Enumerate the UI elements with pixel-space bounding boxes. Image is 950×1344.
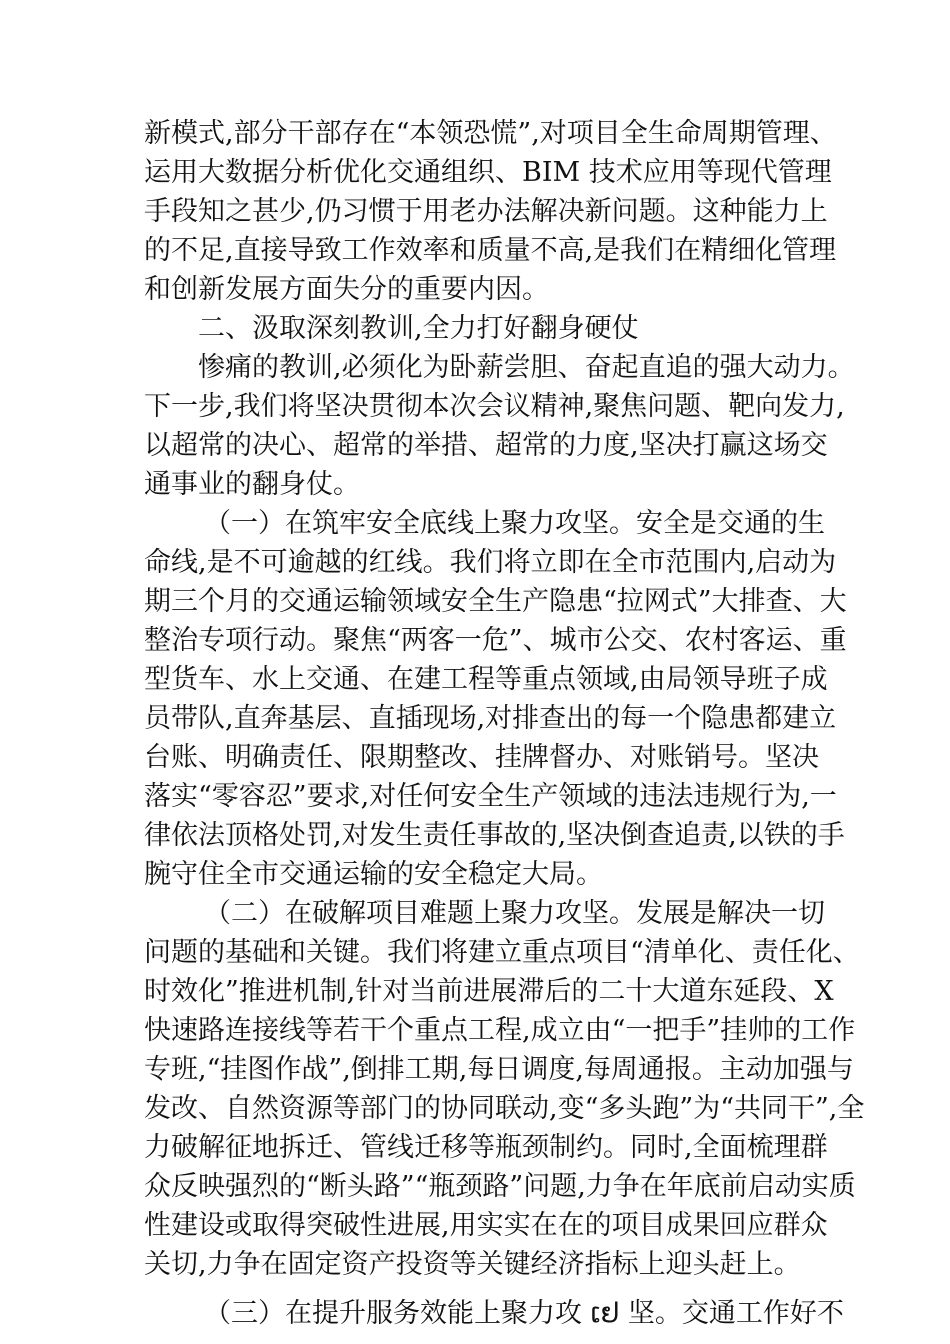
text-line: 专班,“挂图作战”,倒排工期,每日调度,每周通报。主动加强与 xyxy=(144,1054,854,1085)
text-line: 的不足,直接导致工作效率和质量不高,是我们在精细化管理 xyxy=(144,235,837,266)
text-line: 性建设或取得突破性进展,用实实在在的项目成果回应群众 xyxy=(144,1210,828,1241)
paragraph-projects xyxy=(144,894,865,1284)
section-heading-2 xyxy=(144,309,824,348)
text-line: 惨痛的教训,必须化为卧薪尝胆、奋起直追的强大动力。 xyxy=(198,352,855,383)
text-line: 命线,是不可逾越的红线。我们将立即在全市范围内,启动为 xyxy=(144,547,837,578)
text-line: （二）在破解项目难题上聚力攻坚。发展是解决一切 xyxy=(204,898,825,929)
text-line: 整治专项行动。聚焦“两客一危”、城市公交、农村客运、重 xyxy=(144,625,847,656)
text-line: 期三个月的交通运输领域安全生产隐患“拉网式”大排查、大 xyxy=(144,586,847,617)
text-line: 腕守住全市交通运输的安全稳定大局。 xyxy=(144,859,603,890)
paragraph-capability-shortfall xyxy=(144,114,837,309)
text-line: 和创新发展方面失分的重要内因。 xyxy=(144,274,549,305)
document-body xyxy=(144,114,865,1333)
paragraph-service xyxy=(144,1294,844,1333)
text-line: 新模式,部分干部存在“本领恐慌”,对项目全生命周期管理、 xyxy=(144,118,837,149)
heading-text: 二、汲取深刻教训,全力打好翻身硬仗 xyxy=(198,313,639,344)
text-line: 运用大数据分析优化交通组织、BIM 技术应用等现代管理 xyxy=(144,157,832,188)
text-line: 以超常的决心、超常的举措、超常的力度,坚决打赢这场交 xyxy=(144,430,828,461)
text-line: 时效化”推进机制,针对当前进展滞后的二十大道东延段、X xyxy=(144,976,834,1007)
text-line: 下一步,我们将坚决贯彻本次会议精神,聚焦问题、靶向发力, xyxy=(144,391,845,422)
text-line: 落实“零容忍”要求,对任何安全生产领域的违法违规行为,一 xyxy=(144,781,837,812)
paragraph-safety xyxy=(144,504,847,894)
text-line: 通事业的翻身仗。 xyxy=(144,469,360,500)
text-line: 发改、自然资源等部门的协同联动,变“多头跑”为“共同干”,全 xyxy=(144,1093,865,1124)
text-line: 关切,力争在固定资产投资等关键经济指标上迎头赶上。 xyxy=(144,1249,801,1280)
paragraph-gap xyxy=(144,1284,824,1294)
text-line: 手段知之甚少,仍习惯于用老办法解决新问题。这种能力上 xyxy=(144,196,828,227)
text-line: 力破解征地拆迁、管线迁移等瓶颈制约。同时,全面梳理群 xyxy=(144,1132,828,1163)
text-line: 众反映强烈的“断头路”“瓶颈路”问题,力争在年底前启动实质 xyxy=(144,1171,856,1202)
text-line: 律依法顶格处罚,对发生责任事故的,坚决倒查追责,以铁的手 xyxy=(144,820,845,851)
text-line: 快速路连接线等若干个重点工程,成立由“一把手”挂帅的工作 xyxy=(144,1015,856,1046)
text-line: 型货车、水上交通、在建工程等重点领域,由局领导班子成 xyxy=(144,664,828,695)
text-line: 员带队,直奔基层、直插现场,对排查出的每一个隐患都建立 xyxy=(144,703,837,734)
text-line: 问题的基础和关键。我们将建立重点项目“清单化、责任化、 xyxy=(144,937,860,968)
text-line: （一）在筑牢安全底线上聚力攻坚。安全是交通的生 xyxy=(204,508,825,539)
text-line: 台账、明确责任、限期整改、挂牌督办、对账销号。坚决 xyxy=(144,742,819,773)
paragraph-lessons xyxy=(144,348,855,504)
text-line: （三）在提升服务效能上聚力攻 ເຢ 坚。交通工作好不 xyxy=(204,1298,844,1329)
